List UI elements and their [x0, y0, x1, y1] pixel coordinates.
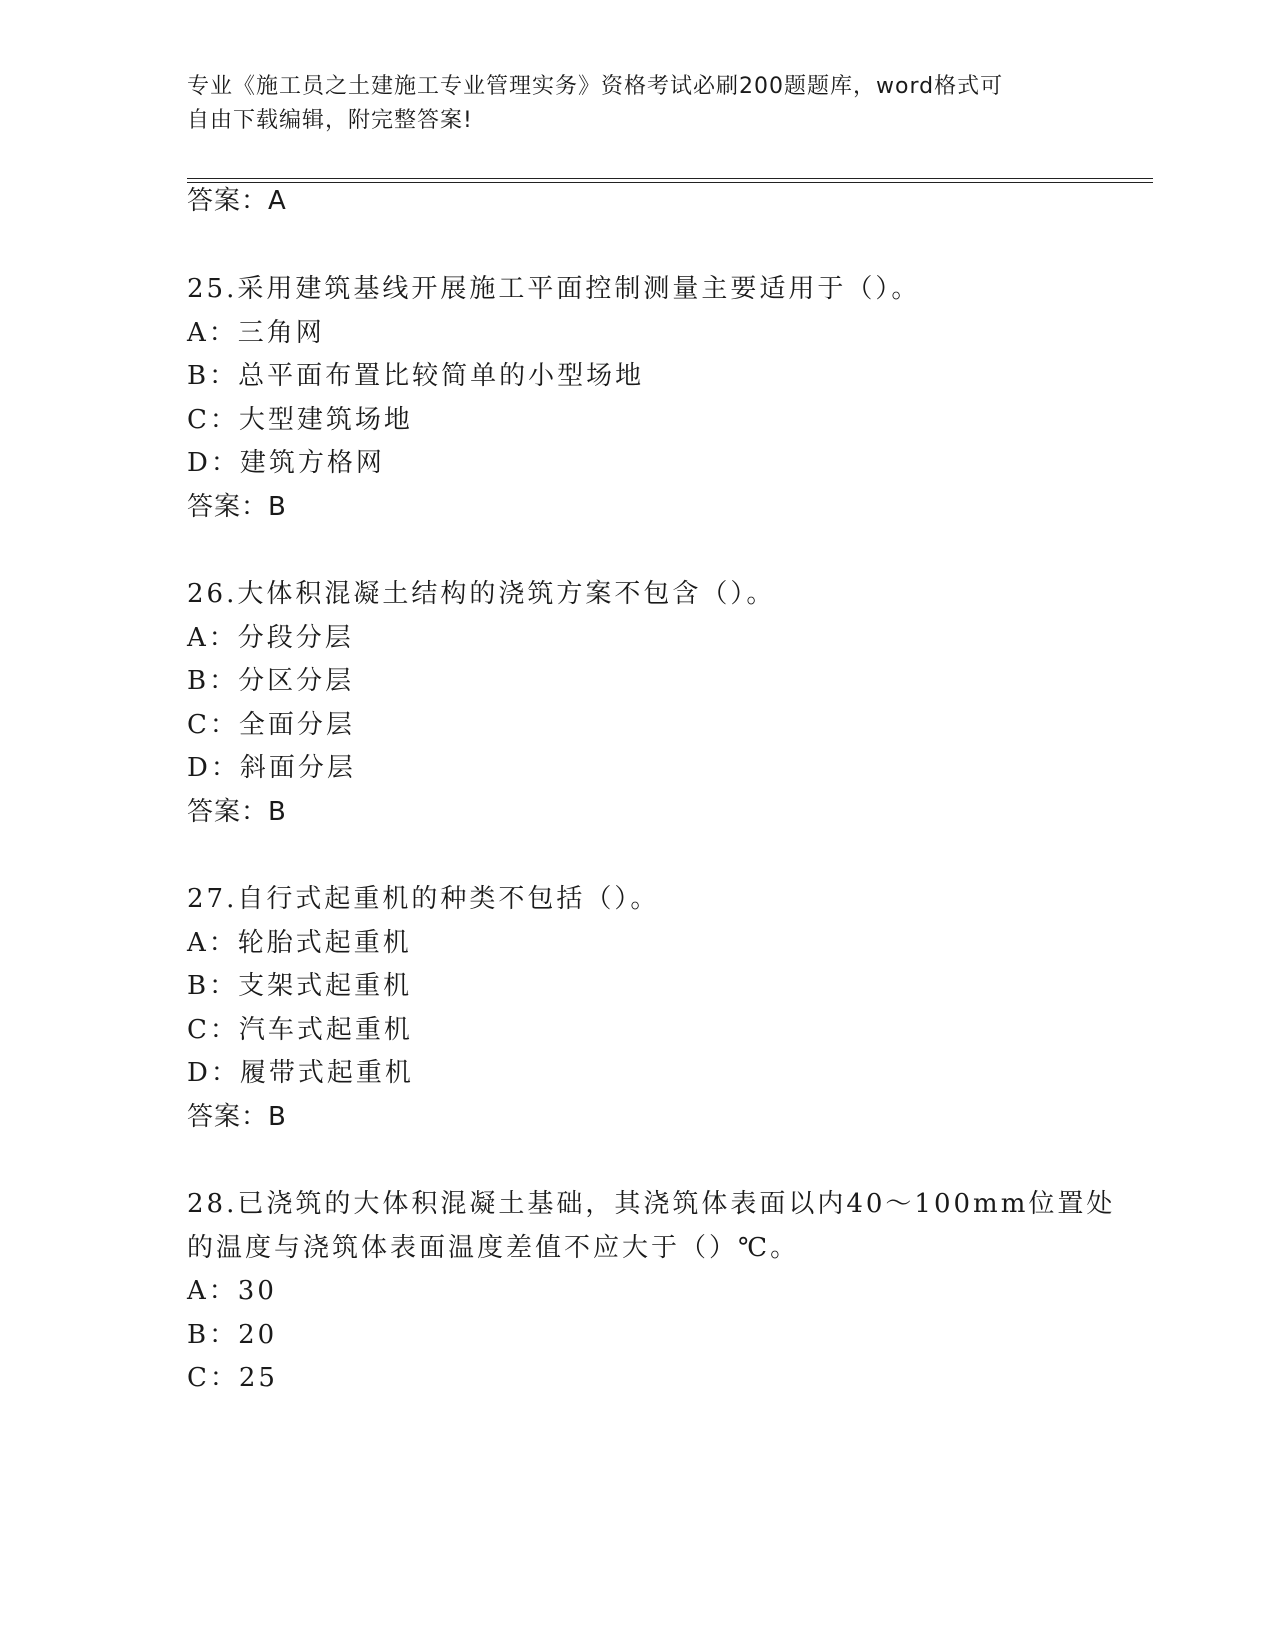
- answer-26: 答案：B: [187, 797, 287, 827]
- question-26-option-b: B：分区分层: [187, 666, 355, 696]
- question-26-option-d: D：斜面分层: [187, 753, 356, 783]
- question-27-option-d: D：履带式起重机: [187, 1058, 414, 1088]
- question-27-option-b: B：支架式起重机: [187, 971, 413, 1001]
- question-26-stem: 26.大体积混凝土结构的浇筑方案不包含（）。: [187, 579, 776, 609]
- header-divider-top: [187, 178, 1153, 179]
- question-27-option-c: C：汽车式起重机: [187, 1015, 413, 1045]
- question-25-stem: 25.采用建筑基线开展施工平面控制测量主要适用于（）。: [187, 274, 921, 304]
- question-27-option-a: A：轮胎式起重机: [187, 928, 412, 958]
- question-28-stem-line-2: 的温度与浇筑体表面温度差值不应大于（）℃。: [187, 1233, 800, 1263]
- question-28-option-c: C：25: [187, 1363, 278, 1393]
- question-25-option-d: D：建筑方格网: [187, 448, 385, 478]
- answer-25: 答案：B: [187, 492, 287, 522]
- answer-27: 答案：B: [187, 1102, 287, 1132]
- question-28-stem-line-1: 28.已浇筑的大体积混凝土基础，其浇筑体表面以内40～100mm位置处: [187, 1189, 1116, 1219]
- document-header: [187, 70, 1087, 138]
- header-divider-bottom: [187, 182, 1153, 183]
- question-28-option-a: A：30: [187, 1276, 277, 1306]
- header-line-1: 专业《施工员之土建施工专业管理实务》资格考试必刷200题题库，word格式可: [187, 74, 1004, 99]
- question-28-option-b: B：20: [187, 1320, 278, 1350]
- question-25-option-a: A：三角网: [187, 318, 325, 348]
- question-27-stem: 27.自行式起重机的种类不包括（）。: [187, 884, 660, 914]
- header-line-2: 自由下载编辑，附完整答案!: [187, 108, 473, 133]
- question-25-option-b: B：总平面布置比较简单的小型场地: [187, 361, 645, 391]
- question-25-option-c: C：大型建筑场地: [187, 405, 413, 435]
- question-26-option-c: C：全面分层: [187, 710, 355, 740]
- question-26-option-a: A：分段分层: [187, 623, 354, 653]
- answer-24: 答案：A: [187, 186, 287, 216]
